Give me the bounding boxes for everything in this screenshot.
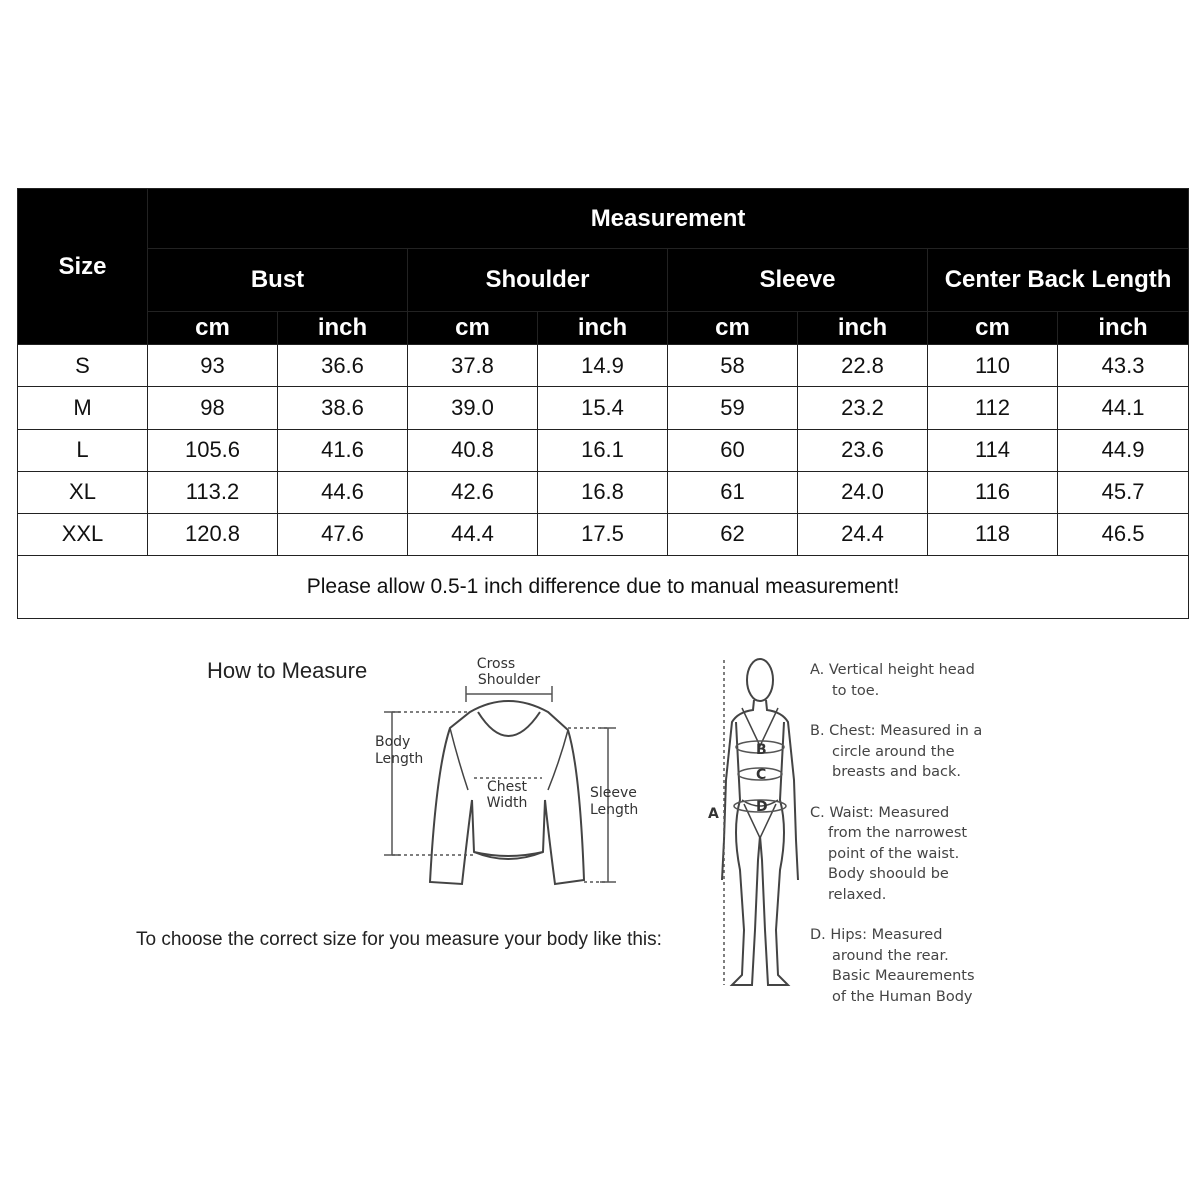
unit-header: cm [668,312,798,345]
marker-b: B [756,742,767,758]
value-cell: 41.6 [278,429,408,471]
value-cell: 39.0 [408,387,538,429]
measurement-legend [810,660,1010,1007]
value-cell: 60 [668,429,798,471]
value-cell: 47.6 [278,513,408,555]
value-cell: 116 [928,471,1058,513]
value-cell: 44.4 [408,513,538,555]
size-cell: L [18,429,148,471]
measure-header: Shoulder [408,249,668,312]
value-cell: 40.8 [408,429,538,471]
value-cell: 16.8 [538,471,668,513]
unit-header: inch [798,312,928,345]
measurement-note: Please allow 0.5-1 inch difference due to manual measurement! [18,555,1189,618]
body-figure [722,659,798,985]
size-header: Size [18,189,148,345]
value-cell: 15.4 [538,387,668,429]
value-cell: 37.8 [408,345,538,387]
value-cell: 113.2 [148,471,278,513]
size-cell: XL [18,471,148,513]
value-cell: 59 [668,387,798,429]
measure-header: Center Back Length [928,249,1189,312]
sleeve-length-label-2: Length [590,802,639,818]
marker-d: D [756,799,768,815]
value-cell: 23.2 [798,387,928,429]
value-cell: 62 [668,513,798,555]
value-cell: 61 [668,471,798,513]
unit-header: inch [538,312,668,345]
value-cell: 16.1 [538,429,668,471]
sleeve-length-label-1: Sleeve [590,785,637,801]
value-cell: 98 [148,387,278,429]
marker-c: C [756,767,767,783]
chest-width-label-1: Chest [486,779,528,795]
value-cell: 93 [148,345,278,387]
size-cell: M [18,387,148,429]
size-cell: XXL [18,513,148,555]
legend-d: D. Hips: Measured around the rear. Basic Meaurements of the Human Body [810,927,975,1005]
chest-width-label-2: Width [486,795,528,811]
value-cell: 118 [928,513,1058,555]
value-cell: 22.8 [798,345,928,387]
body-length-label-1: Body [375,734,411,750]
value-cell: 36.6 [278,345,408,387]
measurement-header: Measurement [148,189,1189,249]
value-cell: 42.6 [408,471,538,513]
legend-b: B. Chest: Measured in a circle around the breasts and back. [810,723,983,780]
value-cell: 114 [928,429,1058,471]
value-cell: 120.8 [148,513,278,555]
value-cell: 14.9 [538,345,668,387]
value-cell: 105.6 [148,429,278,471]
instruction-text: To choose the correct size for you measure your body like this: [136,929,662,950]
value-cell: 38.6 [278,387,408,429]
value-cell: 112 [928,387,1058,429]
cross-shoulder-label-1: Cross [476,656,516,672]
value-cell: 23.6 [798,429,928,471]
value-cell: 44.9 [1058,429,1189,471]
unit-header: cm [928,312,1058,345]
value-cell: 44.1 [1058,387,1189,429]
measure-header: Sleeve [668,249,928,312]
unit-header: inch [278,312,408,345]
legend-c: C. Waist: Measured from the narrowest point of the waist. Body shoould be relaxed. [810,804,968,903]
marker-a: A [708,806,719,822]
value-cell: 43.3 [1058,345,1189,387]
value-cell: 46.5 [1058,513,1189,555]
size-cell: S [18,345,148,387]
how-to-measure-title: How to Measure [207,658,368,683]
legend-a: A. Vertical height head to toe. [810,662,975,699]
value-cell: 24.4 [798,513,928,555]
body-length-label-2: Length [375,751,424,767]
value-cell: 45.7 [1058,471,1189,513]
value-cell: 110 [928,345,1058,387]
unit-header: inch [1058,312,1189,345]
cross-shoulder-label-2: Shoulder [477,672,541,688]
value-cell: 44.6 [278,471,408,513]
unit-header: cm [148,312,278,345]
measure-header: Bust [148,249,408,312]
value-cell: 58 [668,345,798,387]
unit-header: cm [408,312,538,345]
value-cell: 24.0 [798,471,928,513]
value-cell: 17.5 [538,513,668,555]
